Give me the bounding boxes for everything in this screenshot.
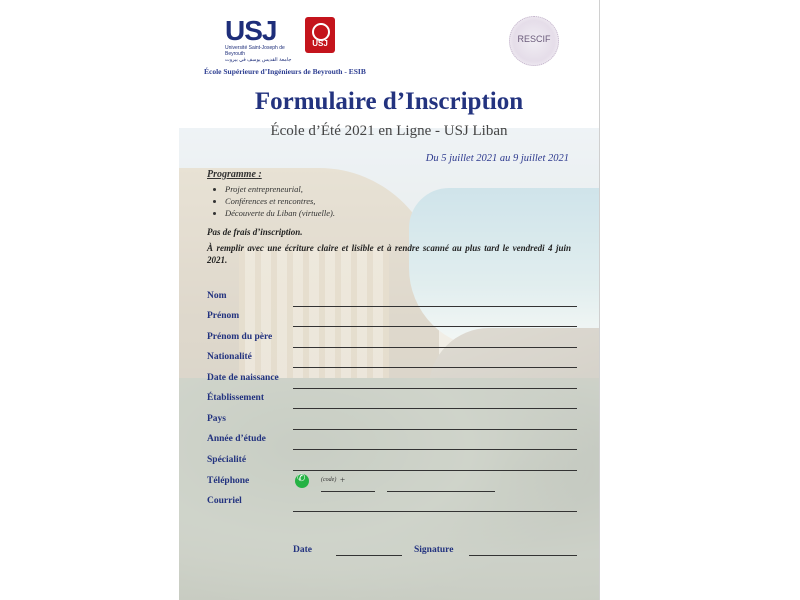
programme-heading: Programme : xyxy=(207,169,262,180)
nom-input[interactable] xyxy=(293,306,577,307)
field-label: Nationalité xyxy=(207,352,252,362)
date-label: Date xyxy=(293,545,312,555)
field-label: Nom xyxy=(207,291,227,301)
field-label: Téléphone xyxy=(207,476,250,486)
field-courriel[interactable] xyxy=(207,496,577,514)
whatsapp-icon xyxy=(295,474,309,488)
field-prenom[interactable] xyxy=(207,311,577,329)
date-naissance-input[interactable] xyxy=(293,388,577,389)
field-label: Établissement xyxy=(207,393,264,403)
field-label: Prénom xyxy=(207,311,240,321)
nationalite-input[interactable] xyxy=(293,367,577,368)
field-label: Spécialité xyxy=(207,455,247,465)
no-fee-note: Pas de frais d’inscription. xyxy=(207,227,303,237)
field-label: Courriel xyxy=(207,496,242,506)
usj-logo-text: USJ xyxy=(225,15,277,46)
field-telephone[interactable] xyxy=(207,476,577,494)
phone-plus-sign: + xyxy=(340,475,346,485)
field-date-naissance[interactable] xyxy=(207,373,577,391)
field-label: Prénom du père xyxy=(207,332,273,342)
date-signature-input[interactable] xyxy=(336,544,402,556)
usj-logo-subtitle: Université Saint-Joseph de Beyrouth جامعة القديس يوسف في بيروت xyxy=(225,45,292,63)
form-page xyxy=(179,0,600,600)
event-dates: Du 5 juillet 2021 au 9 juillet 2021 xyxy=(425,153,569,164)
prenom-pere-input[interactable] xyxy=(293,347,577,348)
rescif-logo: RESCIF xyxy=(509,16,559,66)
school-name: École Supérieure d’Ingénieurs de Beyrouth - ESIB xyxy=(204,67,366,76)
field-label: Pays xyxy=(207,414,226,424)
field-specialite[interactable] xyxy=(207,455,577,473)
field-label: Année d’étude xyxy=(207,434,266,444)
phone-code-input[interactable] xyxy=(321,491,375,492)
form-subtitle: École d’Été 2021 en Ligne - USJ Liban xyxy=(270,123,508,139)
programme-item: • Conférences et rencontres, xyxy=(225,195,335,207)
etablissement-input[interactable] xyxy=(293,408,577,409)
instructions: À remplir avec une écriture claire et lisible et à rendre scanné au plus tard le vendredi 4 juin 2021. xyxy=(207,243,571,265)
phone-code-hint: (code) xyxy=(321,477,337,483)
signature-input[interactable] xyxy=(469,544,577,556)
courriel-input[interactable] xyxy=(293,511,577,512)
programme-list xyxy=(209,183,335,219)
phone-number-input[interactable] xyxy=(387,491,495,492)
programme-item: • Découverte du Liban (virtuelle). xyxy=(225,207,335,219)
prenom-input[interactable] xyxy=(293,326,577,327)
field-nom[interactable] xyxy=(207,291,577,309)
field-annee-etude[interactable] xyxy=(207,434,577,452)
field-prenom-pere[interactable] xyxy=(207,332,577,350)
form-title: Formulaire d’Inscription xyxy=(254,88,524,115)
signature-label: Signature xyxy=(414,545,454,555)
field-pays[interactable] xyxy=(207,414,577,432)
field-etablissement[interactable] xyxy=(207,393,577,411)
programme-item: • Projet entrepreneurial, xyxy=(225,183,335,195)
field-nationalite[interactable] xyxy=(207,352,577,370)
pays-input[interactable] xyxy=(293,429,577,430)
annee-etude-input[interactable] xyxy=(293,449,577,450)
usj-emblem-logo: USJ xyxy=(305,17,335,53)
specialite-input[interactable] xyxy=(293,470,577,471)
field-label: Date de naissance xyxy=(207,373,279,383)
